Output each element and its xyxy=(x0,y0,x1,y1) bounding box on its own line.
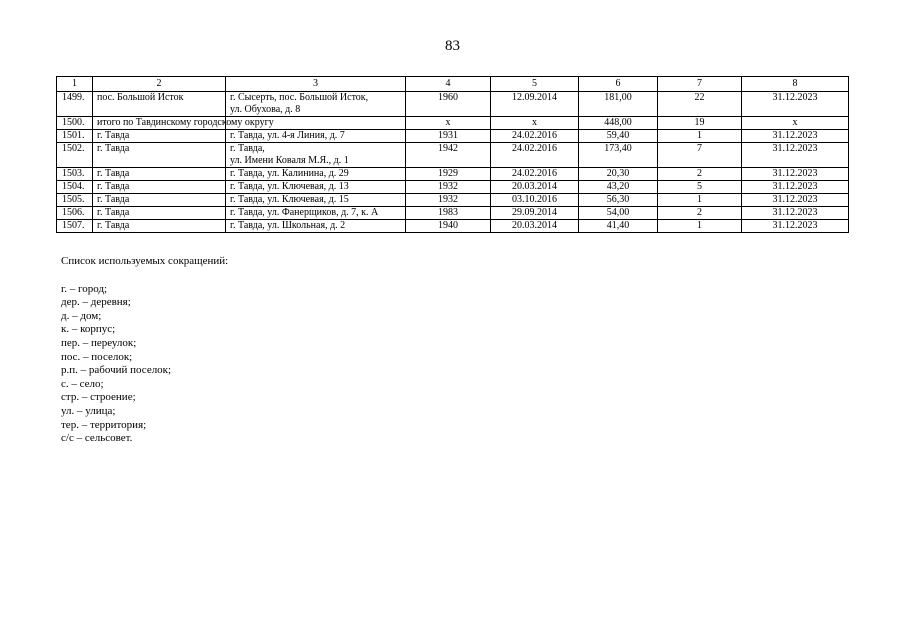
table-row xyxy=(57,207,849,220)
locality-cell: г. Тавда xyxy=(93,194,226,207)
row-number-cell: 1500. xyxy=(57,117,93,130)
deadline-cell: х xyxy=(742,117,849,130)
date-cell: 24.02.2016 xyxy=(491,143,579,168)
header-cell: 1 xyxy=(57,77,93,92)
table-row xyxy=(57,194,849,207)
count-cell: 7 xyxy=(658,143,742,168)
address-cell xyxy=(226,143,406,168)
abbreviation-item: к. – корпус; xyxy=(61,323,116,336)
deadline-cell: 31.12.2023 xyxy=(742,168,849,181)
area-cell: 448,00 xyxy=(579,117,658,130)
abbreviations-list xyxy=(61,255,228,446)
header-cell: 2 xyxy=(93,77,226,92)
header-cell: 8 xyxy=(742,77,849,92)
year-cell: 1983 xyxy=(406,207,491,220)
table-row xyxy=(57,143,849,168)
date-cell: 20.03.2014 xyxy=(491,181,579,194)
address-line-1: г. Тавда, ул. Ключевая, д. 13 xyxy=(230,181,349,192)
address-line-1: г. Тавда, ул. 4-я Линия, д. 7 xyxy=(230,130,345,141)
abbreviation-item: тер. – территория; xyxy=(61,418,147,431)
locality-cell: г. Тавда xyxy=(93,143,226,168)
locality-cell: г. Тавда xyxy=(93,130,226,143)
locality-cell: итого по Тавдинскому городскому округу xyxy=(93,117,226,130)
count-cell: 2 xyxy=(658,207,742,220)
address-line-1: г. Тавда, ул. Калинина, д. 29 xyxy=(230,168,349,179)
address-cell xyxy=(226,194,406,207)
locality-cell: г. Тавда xyxy=(93,220,226,233)
address-line-1: г. Тавда, xyxy=(230,143,265,154)
address-line-1: г. Тавда, ул. Ключевая, д. 15 xyxy=(230,194,349,205)
area-cell: 41,40 xyxy=(579,220,658,233)
row-number-cell: 1499. xyxy=(57,92,93,117)
table-row xyxy=(57,168,849,181)
row-number-cell: 1507. xyxy=(57,220,93,233)
header-cell: 5 xyxy=(491,77,579,92)
year-cell: х xyxy=(406,117,491,130)
page-number: 83 xyxy=(445,38,460,54)
area-cell: 43,20 xyxy=(579,181,658,194)
registry-table xyxy=(56,76,849,233)
year-cell: 1929 xyxy=(406,168,491,181)
count-cell: 1 xyxy=(658,130,742,143)
abbreviation-item: дер. – деревня; xyxy=(61,296,131,309)
table-row xyxy=(57,220,849,233)
table-row xyxy=(57,130,849,143)
address-cell xyxy=(226,207,406,220)
year-cell: 1931 xyxy=(406,130,491,143)
count-cell: 2 xyxy=(658,168,742,181)
row-number-cell: 1501. xyxy=(57,130,93,143)
abbreviation-item: г. – город; xyxy=(61,282,108,295)
abbreviation-item: ул. – улица; xyxy=(61,404,116,417)
date-cell: 24.02.2016 xyxy=(491,168,579,181)
year-cell: 1940 xyxy=(406,220,491,233)
date-cell: х xyxy=(491,117,579,130)
area-cell: 56,30 xyxy=(579,194,658,207)
table-row xyxy=(57,181,849,194)
row-number-cell: 1506. xyxy=(57,207,93,220)
abbreviation-item: р.п. – рабочий поселок; xyxy=(61,364,172,377)
locality-cell: г. Тавда xyxy=(93,207,226,220)
address-line-1: г. Тавда, ул. Школьная, д. 2 xyxy=(230,220,346,231)
abbreviation-item: с. – село; xyxy=(61,377,104,390)
abbreviation-item: с/с – сельсовет. xyxy=(61,432,133,445)
locality-cell: г. Тавда xyxy=(93,168,226,181)
address-line-2: ул. Имени Коваля М.Я., д. 1 xyxy=(230,155,349,166)
abbreviations-items xyxy=(61,283,228,446)
date-cell: 29.09.2014 xyxy=(491,207,579,220)
address-cell xyxy=(226,181,406,194)
count-cell: 1 xyxy=(658,220,742,233)
area-cell: 20,30 xyxy=(579,168,658,181)
date-cell: 24.02.2016 xyxy=(491,130,579,143)
address-line-1: г. Сысерть, пос. Большой Исток, xyxy=(230,92,369,103)
count-cell: 5 xyxy=(658,181,742,194)
deadline-cell: 31.12.2023 xyxy=(742,130,849,143)
area-cell: 181,00 xyxy=(579,92,658,117)
deadline-cell: 31.12.2023 xyxy=(742,220,849,233)
date-cell: 03.10.2016 xyxy=(491,194,579,207)
address-line-1: г. Тавда, ул. Фанерщиков, д. 7, к. А xyxy=(230,207,379,218)
abbreviations-title: Список используемых сокращений: xyxy=(61,255,229,267)
table-row xyxy=(57,117,849,130)
address-cell xyxy=(226,220,406,233)
count-cell: 19 xyxy=(658,117,742,130)
table-header-row xyxy=(57,77,849,92)
year-cell: 1942 xyxy=(406,143,491,168)
year-cell: 1932 xyxy=(406,181,491,194)
address-line-2: ул. Обухова, д. 8 xyxy=(230,104,301,115)
abbreviation-item: пос. – поселок; xyxy=(61,350,133,363)
address-cell xyxy=(226,168,406,181)
header-cell: 4 xyxy=(406,77,491,92)
table-row xyxy=(57,92,849,117)
date-cell: 20.03.2014 xyxy=(491,220,579,233)
abbreviation-item: д. – дом; xyxy=(61,309,102,322)
date-cell: 12.09.2014 xyxy=(491,92,579,117)
count-cell: 1 xyxy=(658,194,742,207)
area-cell: 59,40 xyxy=(579,130,658,143)
area-cell: 54,00 xyxy=(579,207,658,220)
address-cell xyxy=(226,92,406,117)
abbreviation-item: стр. – строение; xyxy=(61,391,136,404)
count-cell: 22 xyxy=(658,92,742,117)
row-number-cell: 1504. xyxy=(57,181,93,194)
deadline-cell: 31.12.2023 xyxy=(742,194,849,207)
header-cell: 6 xyxy=(579,77,658,92)
row-number-cell: 1502. xyxy=(57,143,93,168)
row-number-cell: 1503. xyxy=(57,168,93,181)
locality-cell: г. Тавда xyxy=(93,181,226,194)
row-number-cell: 1505. xyxy=(57,194,93,207)
abbreviation-item: пер. – переулок; xyxy=(61,336,137,349)
header-cell: 7 xyxy=(658,77,742,92)
locality-cell: пос. Большой Исток xyxy=(93,92,226,117)
deadline-cell: 31.12.2023 xyxy=(742,143,849,168)
year-cell: 1960 xyxy=(406,92,491,117)
year-cell: 1932 xyxy=(406,194,491,207)
deadline-cell: 31.12.2023 xyxy=(742,181,849,194)
header-cell: 3 xyxy=(226,77,406,92)
deadline-cell: 31.12.2023 xyxy=(742,92,849,117)
address-cell xyxy=(226,130,406,143)
deadline-cell: 31.12.2023 xyxy=(742,207,849,220)
area-cell: 173,40 xyxy=(579,143,658,168)
